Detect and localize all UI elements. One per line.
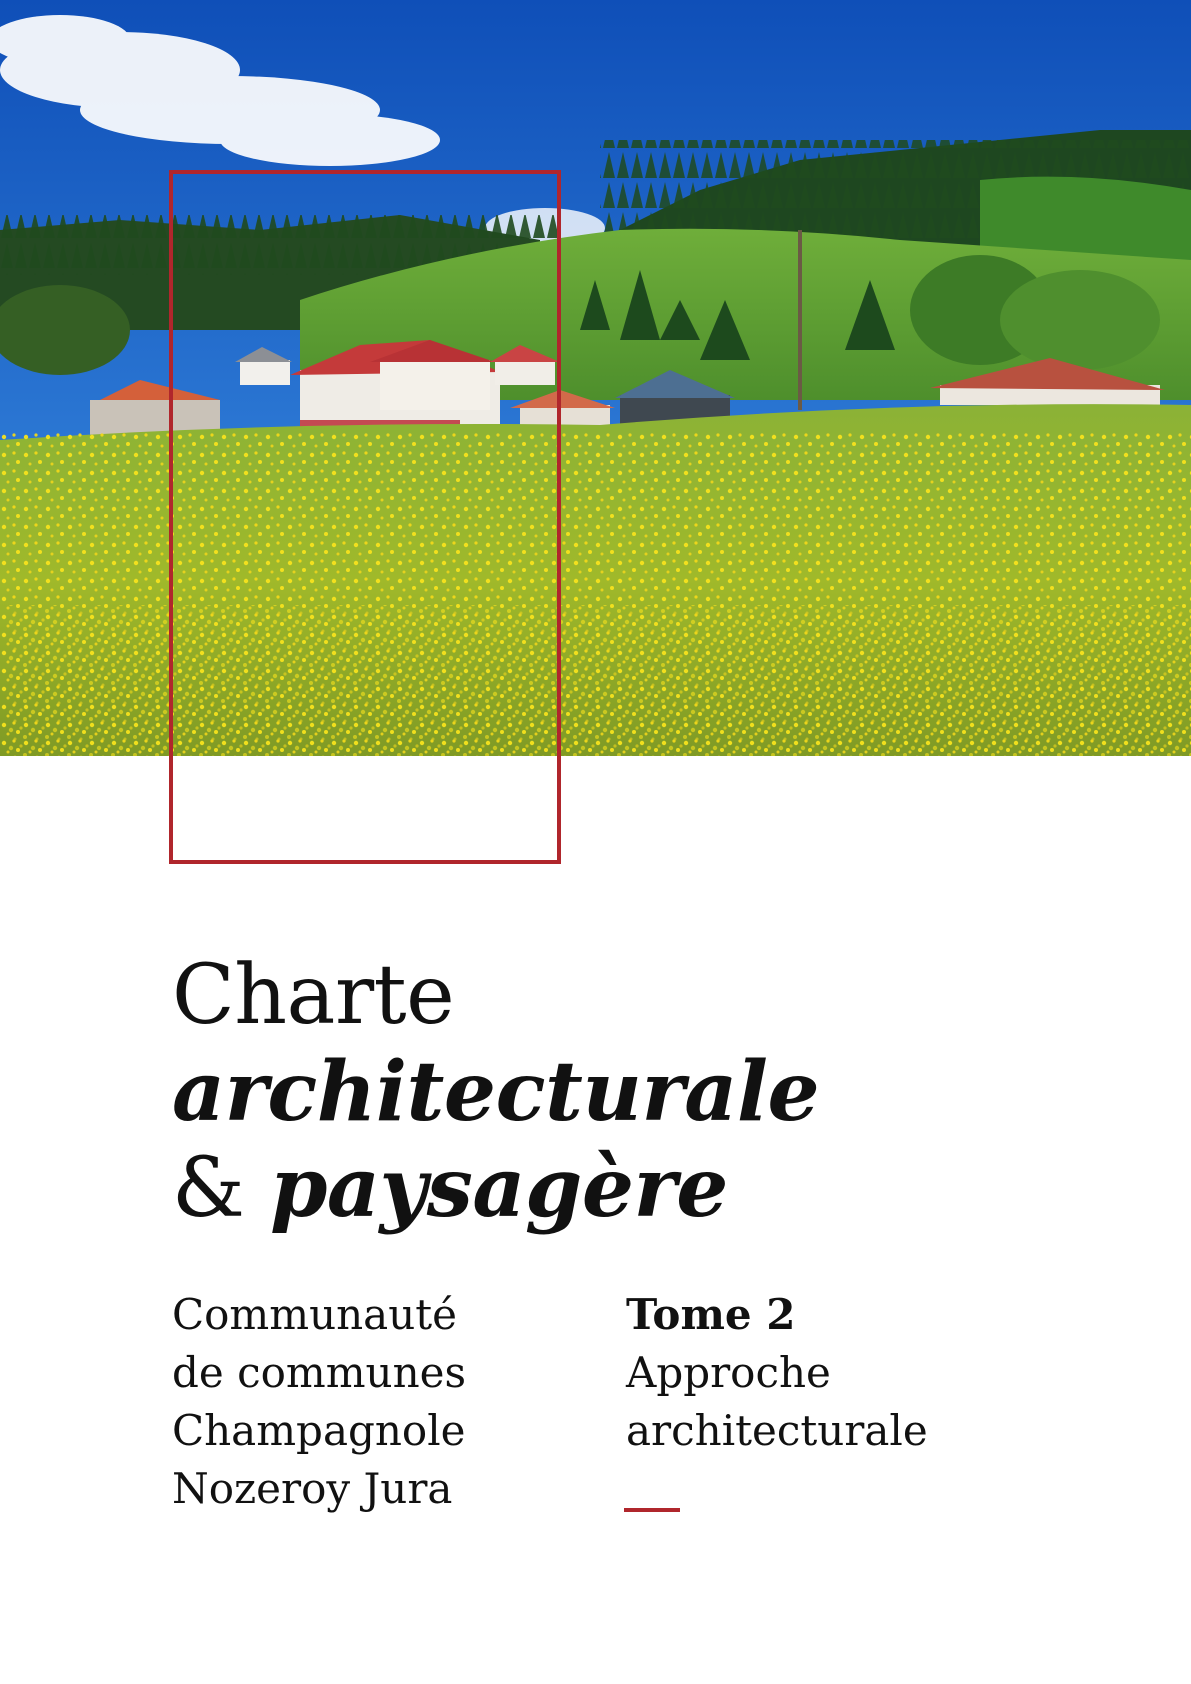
title-line-2: architecturale [172, 1044, 820, 1140]
title-line-3 [172, 1140, 819, 1237]
volume-info [626, 1286, 928, 1460]
title-ampersand: & [172, 1141, 245, 1236]
accent-rule [624, 1508, 680, 1512]
volume-label: Tome 2 [626, 1290, 796, 1339]
organization-line: Nozeroy Jura [172, 1464, 453, 1513]
volume-subtitle-line: Approche [626, 1348, 831, 1397]
accent-frame [169, 170, 561, 864]
organization-line: Communauté [172, 1290, 457, 1339]
title-line-3-word: paysagère [270, 1140, 728, 1236]
volume-subtitle-line: architecturale [626, 1406, 928, 1455]
organization-line: Champagnole [172, 1406, 466, 1455]
organization-name [172, 1286, 466, 1518]
title-line-1: Charte [172, 948, 455, 1043]
organization-line: de communes [172, 1348, 467, 1397]
document-title [172, 948, 819, 1237]
